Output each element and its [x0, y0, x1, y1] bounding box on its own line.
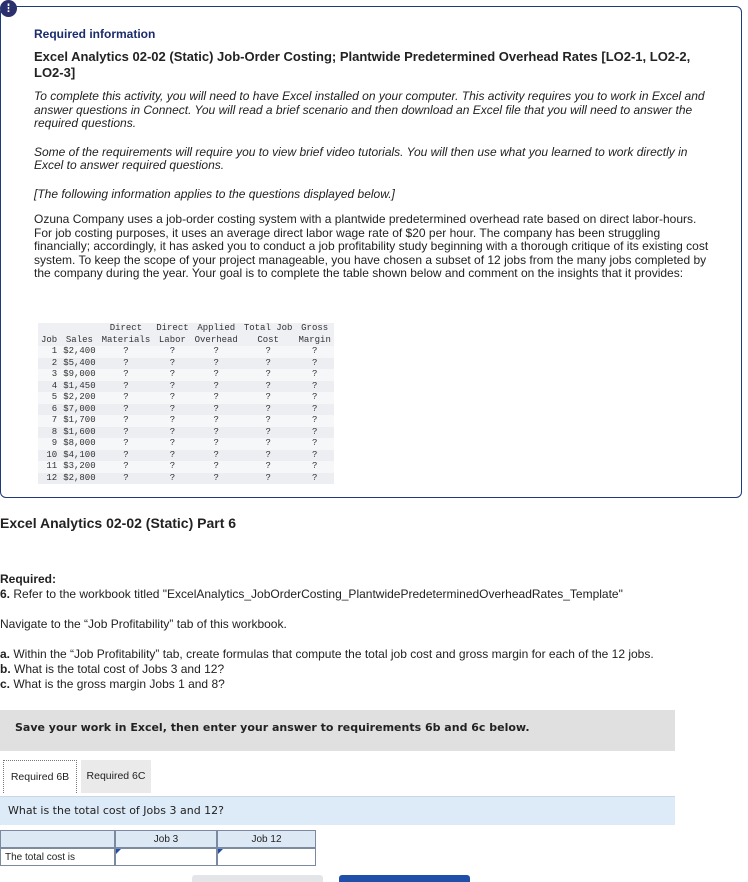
cell-sales: $3,200 [60, 461, 98, 473]
cell-job: 9 [38, 438, 60, 450]
cell-job: 6 [38, 404, 60, 416]
cell-sales: $1,450 [60, 381, 98, 393]
cell-job: 1 [38, 346, 60, 358]
table-row [38, 438, 334, 450]
cell-dm: ? [99, 427, 154, 439]
cell-dm: ? [99, 473, 154, 485]
col-header: Direct [99, 323, 154, 335]
cell-gm: ? [295, 346, 333, 358]
cell-job: 2 [38, 358, 60, 370]
col-header: Cost [241, 335, 296, 347]
cell-ao: ? [192, 427, 241, 439]
cell-sales: $9,000 [60, 369, 98, 381]
cell-ao: ? [192, 346, 241, 358]
cell-sales: $5,400 [60, 358, 98, 370]
cell-dm: ? [99, 415, 154, 427]
navigate-instruction: Navigate to the “Job Profitability” tab of this workbook. [0, 617, 287, 631]
job12-total-cost-input[interactable] [217, 848, 316, 866]
cell-job: 11 [38, 461, 60, 473]
alert-icon: ! [0, 0, 17, 17]
col-header: Materials [99, 335, 154, 347]
cell-gm: ? [295, 473, 333, 485]
cell-gm: ? [295, 427, 333, 439]
applies-note: [The following information applies to the questions displayed below.] [34, 186, 395, 201]
cell-sales: $1,600 [60, 427, 98, 439]
cell-ao: ? [192, 358, 241, 370]
scenario-paragraph: Ozuna Company uses a job-order costing system with a plantwide predetermined overhead rate based on direct labor-hours. For job costing purposes, it uses an average direct labor wage rate of $20 per hour. The company has been struggling financially; accordingly, it has asked you to conduct a job profitability study beginning with a thorough critique of its existing cost system. To keep the scope of your project manageable, you have chosen a subset of 12 jobs from the many jobs completed by the company during the year. Your goal is to complete the table shown below and comment on the insights that it provides: [34, 212, 709, 280]
cell-dm: ? [99, 461, 154, 473]
cell-job: 8 [38, 427, 60, 439]
cell-gm: ? [295, 404, 333, 416]
cell-ao: ? [192, 450, 241, 462]
cell-job: 10 [38, 450, 60, 462]
cell-dm: ? [99, 381, 154, 393]
col-header: Job [38, 335, 60, 347]
table-row [38, 381, 334, 393]
cell-ao: ? [192, 381, 241, 393]
table-row [38, 427, 334, 439]
cell-ao: ? [192, 404, 241, 416]
cell-dl: ? [153, 450, 191, 462]
cell-dl: ? [153, 427, 191, 439]
instructions-paragraph-1: To complete this activity, you will need to have Excel installed on your computer. This activity requires you to work in Excel and answer questions in Connect. You will read a brief scenario and then download an Excel file that you will need to answer the required questions. [34, 89, 705, 130]
next-button[interactable] [339, 875, 470, 882]
tab-required-6b[interactable]: Required 6B [3, 760, 77, 793]
requirements-block: Required: 6. Refer to the workbook titled "ExcelAnalytics_JobOrderCosting_PlantwidePredeterminedOverheadRates_Template" Navigate to the “Job Profitability” tab of this workbook. a. Within the “Job Profitability” tab, create formulas that compute the total job cost and gross margin for each of the 12 jobs. b. What is the total cost of Jobs 3 and 12? c. What is the gross margin Jobs 1 and 8? [0, 572, 740, 692]
answer-row-label: The total cost is [0, 848, 115, 866]
table-row [38, 404, 334, 416]
table-row [38, 392, 334, 404]
instructions-paragraph-2: Some of the requirements will require you to view brief video tutorials. You will then use what you learned to work directly in Excel to answer required questions. [34, 144, 688, 172]
cell-sales: $2,200 [60, 392, 98, 404]
question-text: What is the total cost of Jobs 3 and 12? [8, 804, 225, 817]
cell-job: 4 [38, 381, 60, 393]
tab-required-6c[interactable]: Required 6C [81, 760, 151, 793]
part-title: Excel Analytics 02-02 (Static) Part 6 [0, 515, 237, 531]
activity-title: Excel Analytics 02-02 (Static) Job-Order Costing; Plantwide Predetermined Overhead Rates [LO2-1, LO2-2, LO2-3] [34, 49, 691, 80]
cell-dl: ? [153, 461, 191, 473]
col-header: Overhead [192, 335, 241, 347]
cell-ao: ? [192, 461, 241, 473]
col-header: Direct [153, 323, 191, 335]
cell-dm: ? [99, 358, 154, 370]
cell-dm: ? [99, 438, 154, 450]
cell-job: 5 [38, 392, 60, 404]
cell-dl: ? [153, 415, 191, 427]
cell-gm: ? [295, 450, 333, 462]
cell-gm: ? [295, 358, 333, 370]
required-information-panel [0, 6, 742, 498]
answer-col-job3: Job 3 [115, 830, 217, 848]
cell-ao: ? [192, 392, 241, 404]
table-row [38, 461, 334, 473]
cell-dl: ? [153, 404, 191, 416]
cell-tc: ? [241, 369, 296, 381]
cell-dm: ? [99, 346, 154, 358]
table-row [38, 369, 334, 381]
cell-dm: ? [99, 450, 154, 462]
cell-gm: ? [295, 369, 333, 381]
question-bar [0, 796, 675, 825]
cell-dl: ? [153, 473, 191, 485]
table-row [38, 415, 334, 427]
cell-gm: ? [295, 415, 333, 427]
col-header: Total Job [241, 323, 296, 335]
cell-tc: ? [241, 346, 296, 358]
cell-sales: $4,100 [60, 450, 98, 462]
cell-gm: ? [295, 392, 333, 404]
table-row [38, 473, 334, 485]
cell-tc: ? [241, 392, 296, 404]
cell-tc: ? [241, 427, 296, 439]
cell-tc: ? [241, 438, 296, 450]
cell-job: 12 [38, 473, 60, 485]
cell-tc: ? [241, 404, 296, 416]
cell-sales: $8,000 [60, 438, 98, 450]
cell-gm: ? [295, 461, 333, 473]
save-note-box [0, 710, 675, 751]
cell-tc: ? [241, 450, 296, 462]
cell-sales: $2,400 [60, 346, 98, 358]
cell-tc: ? [241, 461, 296, 473]
answer-col-job12: Job 12 [217, 830, 316, 848]
table-row [38, 450, 334, 462]
previous-button[interactable] [192, 875, 323, 882]
cell-ao: ? [192, 473, 241, 485]
required-information-heading: Required information [34, 27, 156, 41]
cell-dm: ? [99, 404, 154, 416]
cell-dl: ? [153, 392, 191, 404]
col-header: Labor [153, 335, 191, 347]
table-row [38, 358, 334, 370]
cell-dl: ? [153, 358, 191, 370]
cell-dl: ? [153, 381, 191, 393]
cell-gm: ? [295, 438, 333, 450]
cell-job: 7 [38, 415, 60, 427]
cell-sales: $7,000 [60, 404, 98, 416]
cell-ao: ? [192, 415, 241, 427]
job3-total-cost-input[interactable] [115, 848, 217, 866]
cell-job: 3 [38, 369, 60, 381]
cell-dl: ? [153, 438, 191, 450]
cell-tc: ? [241, 473, 296, 485]
answer-corner-cell [0, 830, 115, 848]
required-label: Required: [0, 572, 57, 586]
cell-ao: ? [192, 369, 241, 381]
cell-sales: $1,700 [60, 415, 98, 427]
cell-sales: $2,800 [60, 473, 98, 485]
cell-dm: ? [99, 392, 154, 404]
col-header: Gross [295, 323, 333, 335]
cell-tc: ? [241, 381, 296, 393]
job-profitability-table [38, 323, 334, 484]
cell-tc: ? [241, 358, 296, 370]
col-header: Margin [295, 335, 333, 347]
col-header: Sales [60, 335, 98, 347]
cell-dm: ? [99, 369, 154, 381]
col-header: Applied [192, 323, 241, 335]
cell-dl: ? [153, 369, 191, 381]
table-row [38, 346, 334, 358]
cell-ao: ? [192, 438, 241, 450]
cell-gm: ? [295, 381, 333, 393]
cell-dl: ? [153, 346, 191, 358]
save-note: Save your work in Excel, then enter your answer to requirements 6b and 6c below. [15, 721, 530, 734]
cell-tc: ? [241, 415, 296, 427]
